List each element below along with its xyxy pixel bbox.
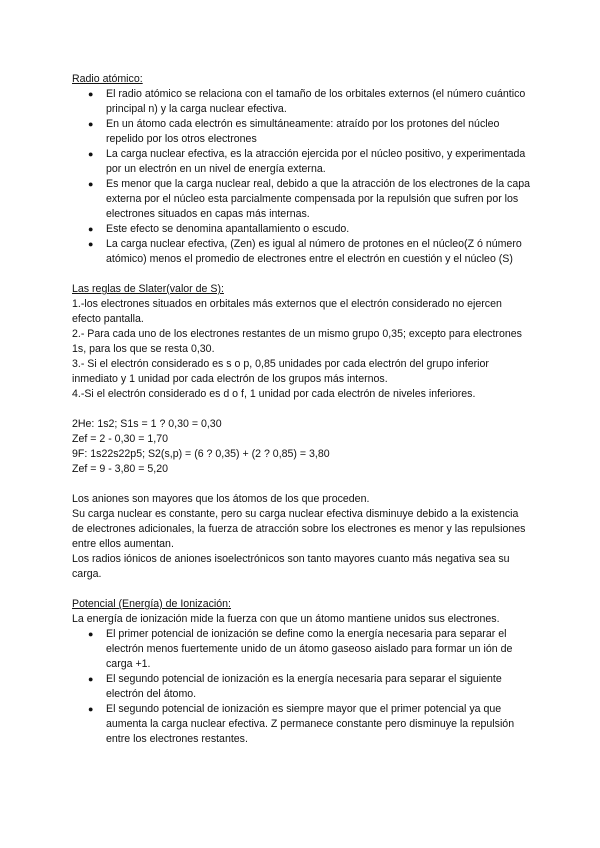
example-line: 2He: 1s2; S1s = 1 ? 0,30 = 0,30: [72, 418, 222, 430]
ionizacion-intro: La energía de ionización mide la fuerza con que un átomo mantiene unidos sus electrones.: [72, 613, 500, 625]
list-item: ● Este efecto se denomina apantallamiento o escudo.: [106, 222, 530, 237]
slater-rule: 4.-Si el electrón considerado es d o f, 1 unidad por cada electrón de niveles inferiores.: [72, 388, 476, 400]
list-item: ● La carga nuclear efectiva, es la atracción ejercida por el núcleo positivo, y experimentada por un electrón en un nivel de energía externa.: [106, 147, 530, 177]
spacer: [72, 267, 530, 282]
section-title-radio: Radio atómico:: [72, 73, 143, 85]
list-item: ● La carga nuclear efectiva, (Zen) es igual al número de protones en el núcleo(Z ó número atómico) menos el promedio de electrones entre el electrón en cuestión y el núcleo (S): [106, 237, 530, 267]
aniones-paragraph: Su carga nuclear es constante, pero su carga nuclear efectiva disminuye debido a la existencia de electrones adicionales, la fuerza de atracción sobre los electrones es menor y las repulsiones entre ellos aumentan.: [72, 508, 526, 550]
example-line: 9F: 1s22s22p5; S2(s,p) = (6 ? 0,35) + (2 ? 0,85) = 3,80: [72, 448, 330, 460]
list-item: ● El segundo potencial de ionización es la energía necesaria para separar el siguiente electrón del átomo.: [106, 672, 530, 702]
example-line: Zef = 9 - 3,80 = 5,20: [72, 463, 168, 475]
example-line: Zef = 2 - 0,30 = 1,70: [72, 433, 168, 445]
spacer: [72, 582, 530, 597]
slater-rule: 1.-los electrones situados en orbitales más externos que el electrón considerado no ejercen efecto pantalla.: [72, 298, 502, 325]
list-item: ● En un átomo cada electrón es simultáneamente: atraído por los protones del núcleo repelido por los otros electrones: [106, 117, 530, 147]
list-item: ● Es menor que la carga nuclear real, debido a que la atracción de los electrones de la capa externa por el núcleo esta parcialmente compensada por la repulsión que sufren por los electrones situados en capas más internas.: [106, 177, 530, 222]
section-title-slater: Las reglas de Slater(valor de S):: [72, 283, 224, 295]
list-item: ● El radio atómico se relaciona con el tamaño de los orbitales externos (el número cuántico principal n) y la carga nuclear efectiva.: [106, 87, 530, 117]
list-item: ● El primer potencial de ionización se define como la energía necesaria para separar el electrón menos fuertemente unido de un átomo gaseoso aislado para formar un ión de carga +1.: [106, 627, 530, 672]
slater-rule: 2.- Para cada uno de los electrones restantes de un mismo grupo 0,35; excepto para electrones 1s, para los que se resta 0,30.: [72, 328, 522, 355]
aniones-paragraph: Los radios iónicos de aniones isoelectrónicos son tanto mayores cuanto más negativa sea su carga.: [72, 553, 510, 580]
slater-rule: 3.- Si el electrón considerado es s o p, 0,85 unidades por cada electrón del grupo inferior inmediato y 1 unidad por cada electrón de los grupos más internos.: [72, 358, 489, 385]
ionizacion-bullet-list: [72, 627, 530, 747]
list-item: ● El segundo potencial de ionización es siempre mayor que el primer potencial ya que aumenta la carga nuclear efectiva. Z permanece constante pero disminuye la repulsión entre los electrones restantes.: [106, 702, 530, 747]
aniones-paragraph: Los aniones son mayores que los átomos de los que proceden.: [72, 493, 370, 505]
radio-bullet-list: [72, 87, 530, 267]
spacer: [72, 477, 530, 492]
spacer: [72, 402, 530, 417]
section-title-ionizacion: Potencial (Energía) de Ionización:: [72, 598, 231, 610]
